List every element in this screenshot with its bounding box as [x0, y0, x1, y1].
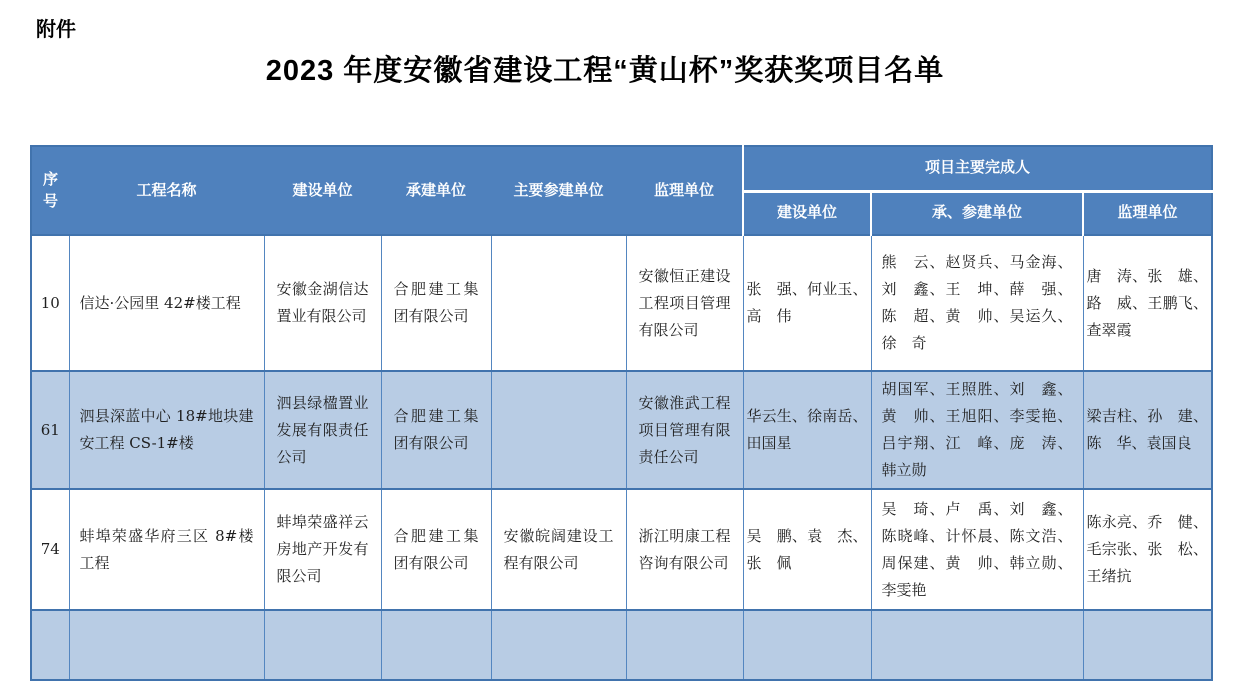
cell-completers-contractor: 熊 云、赵贤兵、马金海、刘 鑫、王 坤、薛 强、陈 超、黄 帅、吴运久、徐 奇: [871, 235, 1083, 371]
table-header-row-1: [31, 146, 1212, 191]
cell-completers-contractor: 吴 琦、卢 禹、刘 鑫、陈晓峰、计怀晨、陈文浩、周保建、黄 帅、韩立勋、李雯艳: [871, 489, 1083, 610]
cell-supervision-unit: 安徽淮武工程项目管理有限责任公司: [626, 371, 743, 489]
cell-completers-supervision: 唐 涛、张 雄、路 威、王鹏飞、查翠霞: [1083, 235, 1212, 371]
cell-construction-unit: 蚌埠荣盛祥云房地产开发有限公司: [264, 489, 381, 610]
cell-seq: 74: [31, 489, 69, 610]
cell-seq: 10: [31, 235, 69, 371]
table-row: [31, 371, 1212, 489]
table-row: [31, 235, 1212, 371]
cell-main-participant-unit: 安徽皖阔建设工程有限公司: [491, 489, 626, 610]
header-main-participant-unit: 主要参建单位: [491, 146, 626, 235]
cell-main-participant-unit: [491, 371, 626, 489]
cell-seq: 61: [31, 371, 69, 489]
cell-contractor-unit: 合肥建工集团有限公司: [381, 235, 491, 371]
header-contractor-unit: 承建单位: [381, 146, 491, 235]
table-row: [31, 489, 1212, 610]
cell-project-name: 信达·公园里 42#楼工程: [69, 235, 264, 371]
header-completers-contractor: 承、参建单位: [871, 191, 1083, 235]
award-table: [30, 145, 1213, 681]
cell-construction-unit: 安徽金湖信达置业有限公司: [264, 235, 381, 371]
cell-completers-supervision: 梁吉柱、孙 建、陈 华、袁国良: [1083, 371, 1212, 489]
header-supervision-unit: 监理单位: [626, 146, 743, 235]
cell-construction-unit: 泗县绿楹置业发展有限责任公司: [264, 371, 381, 489]
cell-supervision-unit: 安徽恒正建设工程项目管理有限公司: [626, 235, 743, 371]
cell-project-name: 蚌埠荣盛华府三区 8#楼工程: [69, 489, 264, 610]
cell-completers-supervision: 陈永亮、乔 健、毛宗张、张 松、王绪抗: [1083, 489, 1212, 610]
header-completers-supervision: 监理单位: [1083, 191, 1212, 235]
cell-contractor-unit: 合肥建工集团有限公司: [381, 371, 491, 489]
header-project-name: 工程名称: [69, 146, 264, 235]
cell-completers-construction: 吴 鹏、袁 杰、张 佩: [743, 489, 871, 610]
header-completers-group: 项目主要完成人: [743, 146, 1212, 191]
cell-completers-construction: 华云生、徐南岳、田国星: [743, 371, 871, 489]
cell-supervision-unit: 浙江明康工程咨询有限公司: [626, 489, 743, 610]
cell-completers-contractor: 胡国军、王照胜、刘 鑫、黄 帅、王旭阳、李雯艳、吕宇翔、江 峰、庞 涛、韩立勋: [871, 371, 1083, 489]
cell-contractor-unit: 合肥建工集团有限公司: [381, 489, 491, 610]
cell-main-participant-unit: [491, 235, 626, 371]
attachment-label: 附件: [36, 19, 76, 41]
page-title: 2023 年度安徽省建设工程“黄山杯”奖获奖项目名单: [265, 55, 945, 87]
header-construction-unit: 建设单位: [264, 146, 381, 235]
header-completers-construction: 建设单位: [743, 191, 871, 235]
cell-completers-construction: 张 强、何业玉、高 伟: [743, 235, 871, 371]
table-header: [31, 146, 1212, 235]
header-seq: 序号: [31, 146, 69, 235]
cell-project-name: 泗县深蓝中心 18#地块建安工程 CS-1#楼: [69, 371, 264, 489]
